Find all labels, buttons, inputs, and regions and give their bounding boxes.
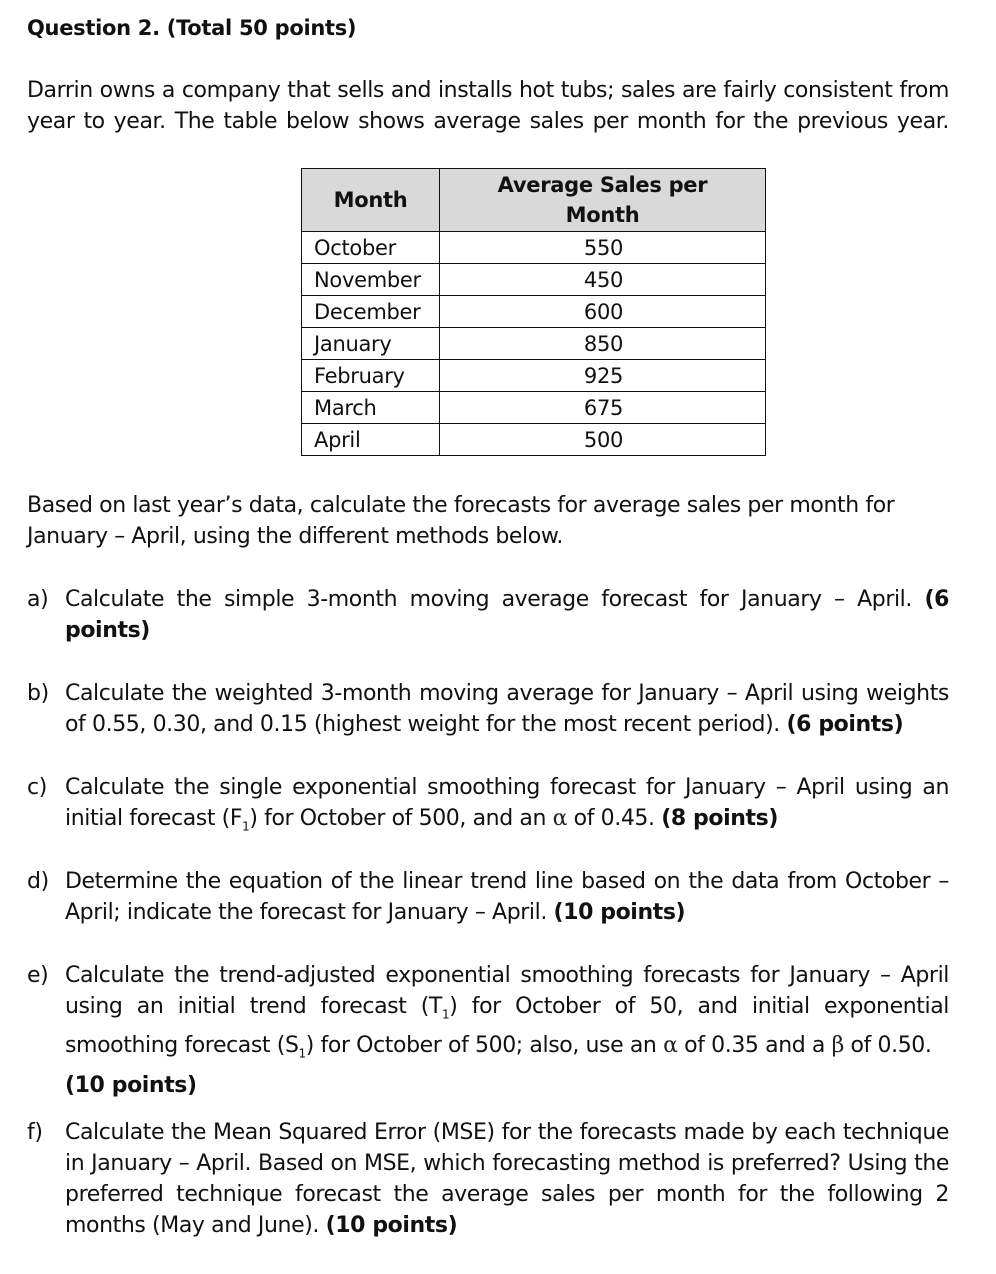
part-f-label: f) — [27, 1120, 43, 1145]
month-cell: February — [302, 360, 440, 392]
part-b-points: (6 points) — [786, 712, 904, 737]
part-c-subscript: 1 — [242, 819, 250, 834]
part-d-body: Determine the equation of the linear trend line based on the data from October – April; indicate the forecast for January – April. — [65, 869, 949, 925]
month-cell: December — [302, 296, 440, 328]
part-e-subscript-2: 1 — [298, 1046, 306, 1061]
sales-table — [301, 168, 766, 456]
intro-line-2: year to year. The table below shows average sales per month for the previous year. — [27, 109, 949, 134]
month-cell: March — [302, 392, 440, 424]
header-sales-line-1: Average Sales per — [497, 173, 708, 197]
alpha-symbol: α — [552, 806, 568, 831]
table-header-row — [302, 169, 766, 232]
table-row — [302, 232, 766, 264]
part-d — [27, 866, 949, 928]
intro-line-1: Darrin owns a company that sells and installs hot tubs; sales are fairly consistent from — [27, 78, 949, 103]
month-cell: November — [302, 264, 440, 296]
sales-cell: 450 — [440, 264, 766, 296]
table-row — [302, 392, 766, 424]
part-b-text — [65, 678, 949, 740]
part-c-text — [65, 772, 949, 842]
part-a — [27, 584, 949, 646]
table-row — [302, 296, 766, 328]
based-paragraph: Based on last year’s data, calculate the forecasts for average sales per month for January – April, using the different methods below. — [27, 493, 895, 549]
part-e-body-5: of 0.50. — [843, 1033, 932, 1059]
part-c — [27, 772, 949, 842]
part-e-body-3: ) for October of 500; also, use an — [305, 1033, 664, 1059]
sales-cell: 675 — [440, 392, 766, 424]
part-c-points: (8 points) — [661, 806, 778, 831]
sales-cell: 850 — [440, 328, 766, 360]
month-cell: October — [302, 232, 440, 264]
part-f-points: (10 points) — [325, 1213, 458, 1238]
part-d-points: (10 points) — [553, 900, 686, 925]
month-cell: April — [302, 424, 440, 456]
part-e-subscript-1: 1 — [441, 1007, 450, 1022]
sales-cell: 925 — [440, 360, 766, 392]
table-row — [302, 424, 766, 456]
header-month: Month — [302, 169, 440, 232]
header-sales-line-2: Month — [565, 203, 640, 227]
header-average-sales — [440, 169, 766, 232]
part-a-points: (6 points) — [65, 587, 949, 643]
table-row — [302, 328, 766, 360]
part-a-label: a) — [27, 587, 49, 612]
part-e-points: (10 points) — [65, 1072, 197, 1098]
part-e-body-4: of 0.35 and a — [677, 1033, 832, 1059]
sales-cell: 550 — [440, 232, 766, 264]
part-c-body-3: of 0.45. — [567, 806, 655, 831]
part-a-text — [65, 584, 949, 646]
part-f-body: Calculate the Mean Squared Error (MSE) for the forecasts made by each technique in January – April. Based on MSE, which forecasting method is preferred? Using the preferred technique forecast the average sales per month for the following 2 months (May and June). — [65, 1120, 949, 1238]
table-row — [302, 264, 766, 296]
part-e-label: e) — [27, 963, 49, 988]
part-e-body-2: ) for October of 50, and initial exponential smoothing forecast (S — [65, 994, 949, 1059]
part-b-label: b) — [27, 681, 49, 706]
part-e — [27, 960, 949, 1101]
question-title: Question 2. (Total 50 points) — [27, 16, 357, 40]
part-d-label: d) — [27, 869, 49, 894]
part-d-text — [65, 866, 949, 928]
part-b — [27, 678, 949, 740]
part-e-text — [65, 960, 949, 1101]
part-c-label: c) — [27, 775, 47, 800]
part-b-body: Calculate the weighted 3-month moving average for January – April using weights of 0.55, 0.30, and 0.15 (highest weight for the most recent period). — [65, 681, 949, 737]
part-c-body-1: Calculate the single exponential smoothing forecast for January – April using an initial forecast (F — [65, 775, 949, 831]
sales-cell: 600 — [440, 296, 766, 328]
table-row — [302, 360, 766, 392]
part-f — [27, 1117, 949, 1241]
part-e-body-1: Calculate the trend-adjusted exponential smoothing forecasts for January – April using an initial trend forecast (T — [65, 963, 949, 1019]
part-f-text — [65, 1117, 949, 1241]
alpha-symbol: α — [663, 1033, 678, 1059]
beta-symbol: β — [831, 1033, 844, 1059]
intro-paragraph — [27, 75, 949, 137]
sales-cell: 500 — [440, 424, 766, 456]
part-a-body: Calculate the simple 3-month moving average forecast for January – April. — [65, 587, 912, 612]
part-c-body-2: ) for October of 500, and an — [249, 806, 553, 831]
month-cell: January — [302, 328, 440, 360]
